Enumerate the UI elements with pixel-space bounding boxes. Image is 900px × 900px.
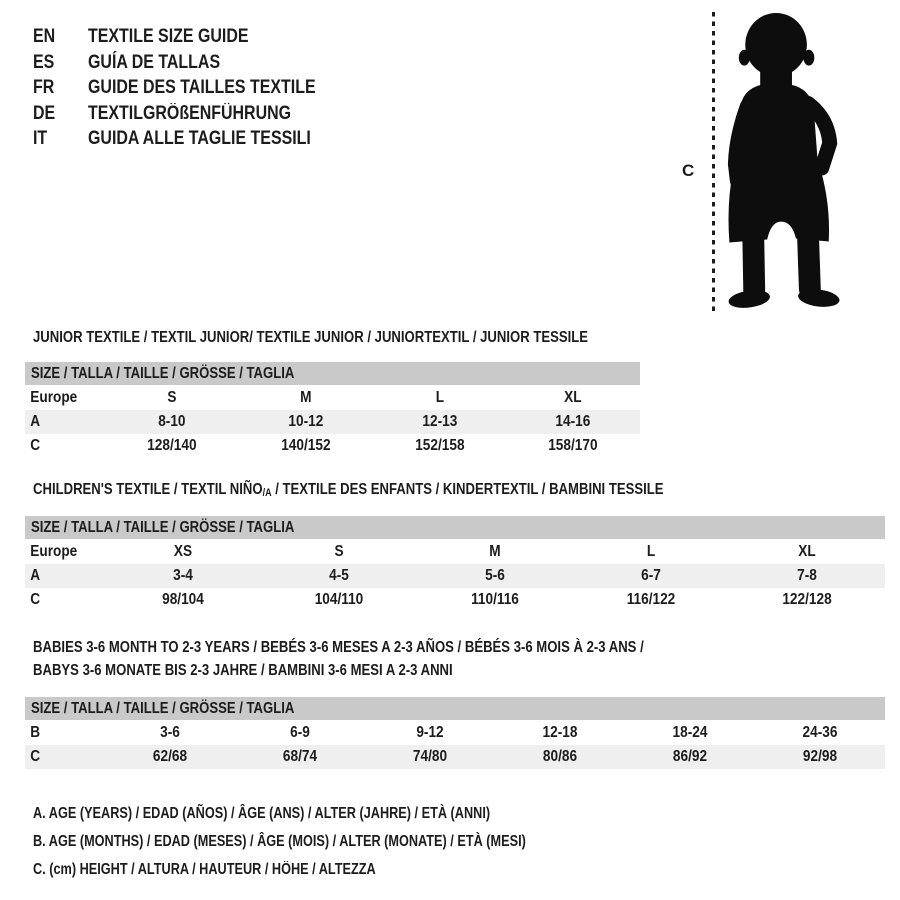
table-row [25, 745, 885, 769]
size-value: 8-10 [158, 413, 186, 430]
size-value: 12-13 [421, 413, 457, 430]
size-header-bar: SIZE / TALLA / TAILLE / GRÖSSE / TAGLIA [25, 362, 640, 385]
size-value: 74/80 [412, 748, 448, 765]
size-value: 9-12 [416, 724, 444, 741]
size-value: 6-7 [641, 567, 661, 584]
size-value: 62/68 [152, 748, 188, 765]
language-code: IT [33, 128, 48, 149]
children-size-table [25, 516, 885, 612]
size-value: L [646, 543, 656, 560]
size-value: 14-16 [555, 413, 591, 430]
size-value: 92/98 [802, 748, 838, 765]
row-label: A [30, 567, 41, 584]
size-value: 140/152 [280, 437, 331, 454]
size-value: 3-6 [160, 724, 180, 741]
size-value: 86/92 [672, 748, 708, 765]
size-value: XL [564, 389, 582, 406]
size-value: M [299, 389, 312, 406]
size-value: 12-18 [542, 724, 578, 741]
table-row [25, 721, 885, 745]
size-value: 122/128 [782, 591, 832, 608]
size-value: 3-4 [173, 567, 193, 584]
size-value: XL [798, 543, 816, 560]
language-code: FR [33, 77, 55, 98]
footnote-c: C. (cm) HEIGHT / ALTURA / HAUTEUR / HÖHE / ALTEZZA [33, 861, 376, 878]
size-value: 4-5 [329, 567, 349, 584]
size-value: 152/158 [414, 437, 465, 454]
row-label: Europe [30, 389, 78, 406]
footnote-b: B. AGE (MONTHS) / EDAD (MESES) / ÂGE (MOIS) / ALTER (MONATE) / ETÀ (MESI) [33, 833, 526, 850]
table-row [25, 540, 885, 564]
guide-title-de: TEXTILGRÖßENFÜHRUNG [88, 102, 292, 124]
row-label: Europe [30, 543, 78, 560]
size-value: S [167, 389, 177, 406]
language-row-de [33, 101, 359, 127]
height-measure-label: C [682, 161, 695, 180]
baby-silhouette-icon [726, 12, 851, 310]
children-section-title: CHILDREN'S TEXTILE / TEXTIL NIÑO/A / TEXTILE DES ENFANTS / KINDERTEXTIL / BAMBINI TESSILE [33, 481, 664, 499]
size-value: XS [173, 543, 193, 560]
size-value: 7-8 [797, 567, 817, 584]
row-label: B [30, 724, 41, 741]
size-value: 110/116 [471, 591, 519, 608]
size-value: 10-12 [288, 413, 324, 430]
size-value: 18-24 [672, 724, 708, 741]
size-value: 116/122 [626, 591, 676, 608]
size-value: 158/170 [548, 437, 598, 454]
size-value: S [334, 543, 344, 560]
junior-section-title: JUNIOR TEXTILE / TEXTIL JUNIOR/ TEXTILE JUNIOR / JUNIORTEXTIL / JUNIOR TESSILE [33, 329, 588, 346]
language-code: EN [33, 26, 56, 47]
size-value: 98/104 [162, 591, 204, 608]
language-guide-block [33, 24, 359, 152]
row-label: A [30, 413, 41, 430]
table-row [25, 564, 885, 588]
size-header-bar: SIZE / TALLA / TAILLE / GRÖSSE / TAGLIA [25, 516, 885, 539]
size-value: 6-9 [290, 724, 310, 741]
row-label: C [30, 748, 41, 765]
junior-size-table [25, 362, 640, 458]
guide-title-es: GUÍA DE TALLAS [88, 51, 221, 73]
babies-section-title: BABIES 3-6 MONTH TO 2-3 YEARS / BEBÉS 3-6 MESES A 2-3 AÑOS / BÉBÉS 3-6 MOIS À 2-3 ANS / BABYS 3-6 MONATE BIS 2-3 JAHRE / BAMBINI 3-6 MESI A 2-3 ANNI [33, 639, 644, 679]
language-row-it [33, 126, 359, 152]
height-dotted-line [712, 12, 715, 312]
guide-title-fr: GUIDE DES TAILLES TEXTILE [88, 77, 316, 98]
size-value: 68/74 [282, 748, 318, 765]
row-label: C [30, 591, 41, 608]
table-row [25, 386, 640, 410]
table-row [25, 410, 640, 434]
guide-title-it: GUIDA ALLE TAGLIE TESSILI [88, 128, 311, 149]
size-header-bar: SIZE / TALLA / TAILLE / GRÖSSE / TAGLIA [25, 697, 885, 720]
table-row [25, 588, 885, 612]
language-code: ES [33, 51, 55, 73]
size-value: M [489, 543, 501, 560]
size-value: 104/110 [314, 591, 364, 608]
guide-title-en: TEXTILE SIZE GUIDE [88, 26, 249, 47]
size-value: L [435, 389, 444, 406]
language-row-es [33, 50, 359, 76]
size-value: 24-36 [802, 724, 838, 741]
language-row-fr [33, 75, 359, 101]
size-value: 80/86 [542, 748, 578, 765]
row-label: C [30, 437, 41, 454]
babies-size-table [25, 697, 885, 769]
footnote-a: A. AGE (YEARS) / EDAD (AÑOS) / ÂGE (ANS) / ALTER (JAHRE) / ETÀ (ANNI) [33, 805, 491, 822]
size-value: 5-6 [485, 567, 505, 584]
language-row-en [33, 24, 359, 50]
legend-footnotes [33, 800, 634, 884]
language-code: DE [33, 102, 56, 124]
table-row [25, 434, 640, 458]
size-value: 128/140 [147, 437, 197, 454]
